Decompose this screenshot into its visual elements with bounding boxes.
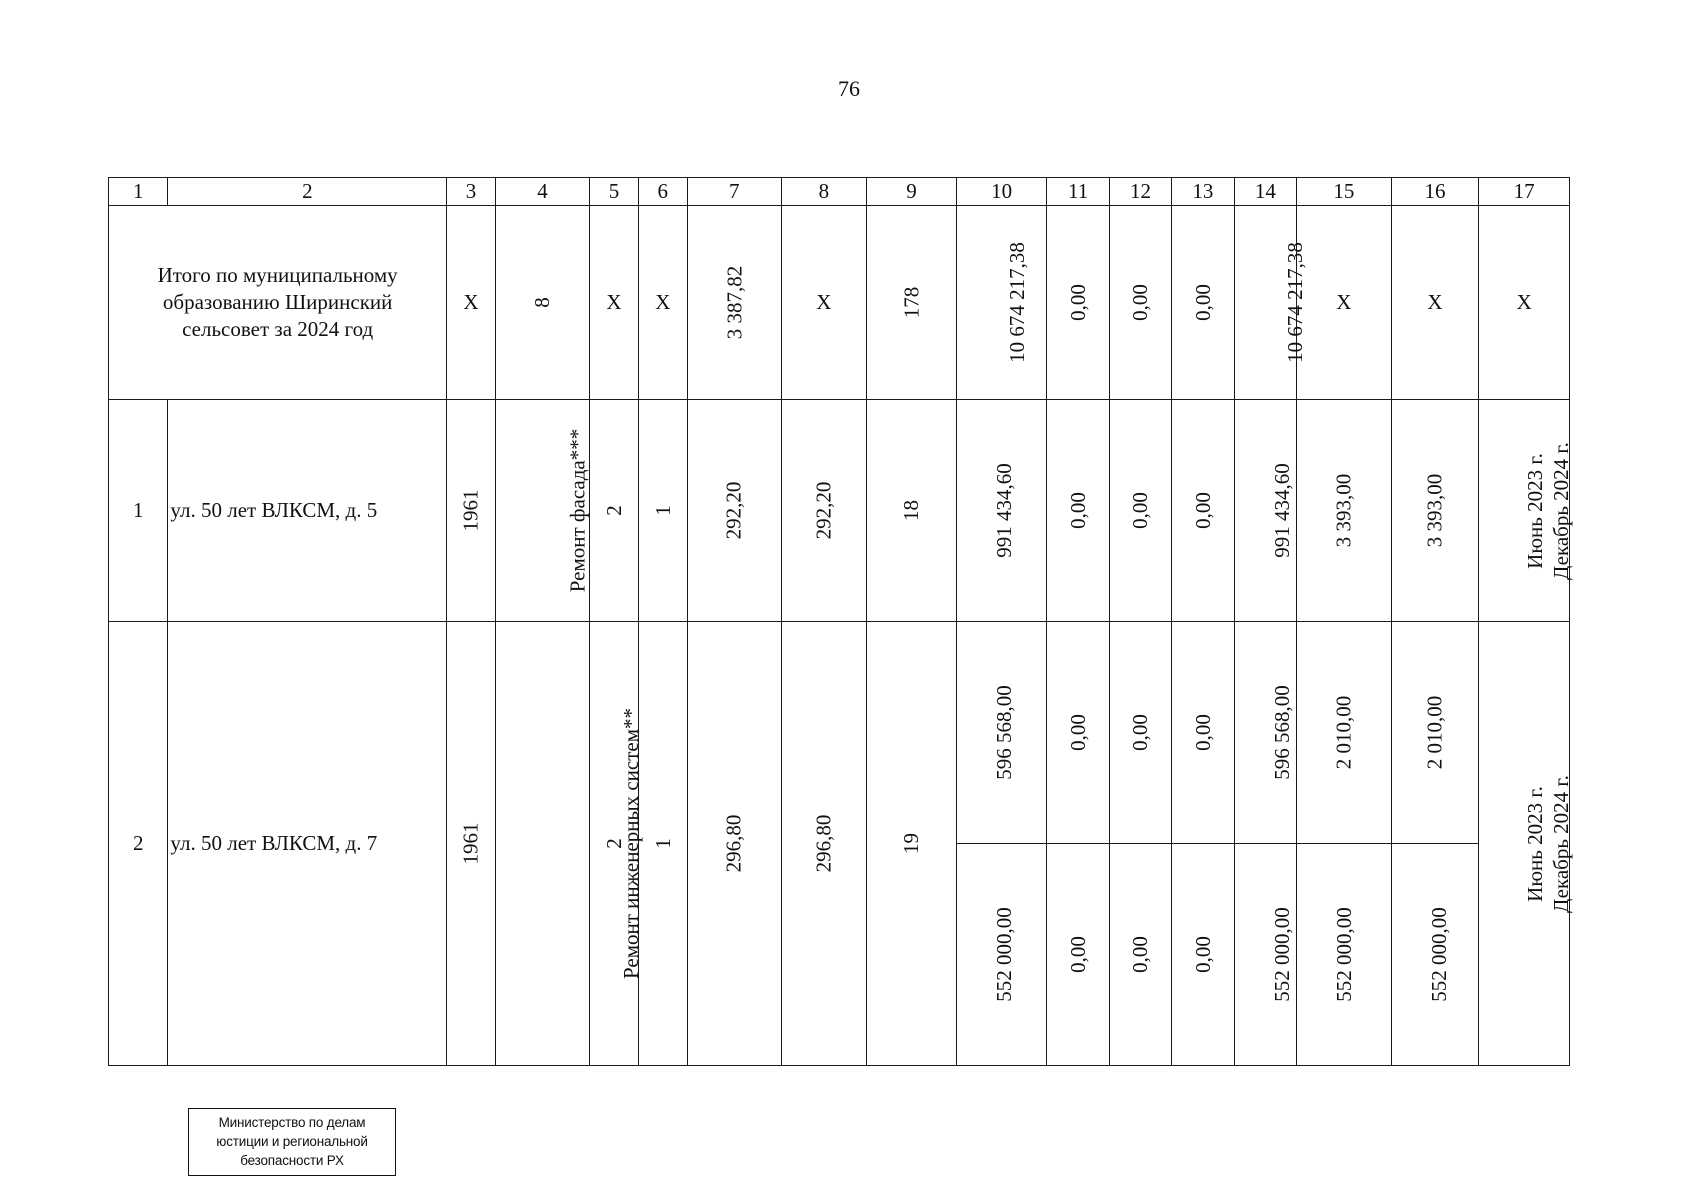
data-cell: [1047, 622, 1109, 844]
data-cell: [638, 622, 687, 1066]
cell-value: 0,00: [1128, 936, 1152, 973]
cell-value: 991 434,60: [991, 463, 1016, 558]
column-number-row: [109, 178, 1570, 206]
period-start: Июнь 2023 г.: [1523, 452, 1548, 569]
col-header-6: 6: [638, 178, 687, 206]
total-cell: Х: [1391, 206, 1479, 400]
cell-value: 0,00: [1190, 492, 1215, 529]
cell-value: 596 568,00: [991, 685, 1016, 780]
data-cell: [1172, 844, 1234, 1066]
col-header-4: 4: [495, 178, 590, 206]
total-cell: [1047, 206, 1109, 400]
col-header-9: 9: [867, 178, 957, 206]
data-cell: [1297, 844, 1392, 1066]
total-cell: [956, 206, 1047, 400]
cell-value: 552 000,00: [991, 907, 1016, 1002]
data-cell: [638, 400, 687, 622]
total-value: 0,00: [1128, 284, 1152, 321]
data-cell: [956, 400, 1047, 622]
cell-value: 296,80: [811, 814, 836, 873]
cell-value: 2 010,00: [1331, 695, 1356, 770]
total-label: Итого по муниципальному образованию Ширинский сельсовет за 2024 год: [109, 206, 447, 400]
data-cell: [1172, 622, 1234, 844]
total-value: 0,00: [1190, 284, 1215, 321]
year-value: 1961: [458, 822, 483, 865]
data-cell: [1109, 844, 1171, 1066]
work-type-value: Ремонт инженерных систем**: [618, 707, 643, 980]
stamp-line: юстиции и региональной: [216, 1134, 368, 1149]
repair-schedule-table: [108, 177, 1574, 1066]
cell-value: 552 000,00: [1426, 907, 1451, 1002]
total-cell: [1172, 206, 1234, 400]
data-cell: [590, 400, 638, 622]
period-end: Декабрь 2024 г.: [1549, 441, 1574, 580]
data-cell: [867, 622, 957, 1066]
total-cell: [867, 206, 957, 400]
cell-value: 552 000,00: [1269, 907, 1294, 1002]
data-cell: [1391, 844, 1479, 1066]
cell-value: 296,80: [721, 814, 746, 873]
page-number: 76: [838, 76, 860, 101]
cell-value: 0,00: [1065, 492, 1090, 529]
cell-value: 2: [601, 505, 626, 516]
total-value: 10 674 217,38: [1282, 242, 1307, 363]
col-header-11: 11: [1047, 178, 1109, 206]
cell-value: 596 568,00: [1269, 685, 1294, 780]
row-number: 1: [109, 400, 168, 622]
work-type-cell: [495, 622, 643, 1066]
cell-value: 0,00: [1190, 936, 1215, 973]
address-cell: ул. 50 лет ВЛКСМ, д. 5: [168, 400, 447, 622]
total-cell: [687, 206, 781, 400]
data-cell: [1234, 400, 1296, 622]
data-cell: [1047, 400, 1109, 622]
cell-value: 0,00: [1190, 714, 1215, 751]
total-value: 0,00: [1065, 284, 1090, 321]
cell-value: 991 434,60: [1269, 463, 1294, 558]
stamp-line: Министерство по делам: [218, 1115, 366, 1130]
data-cell: [1047, 844, 1109, 1066]
data-cell: [1234, 622, 1296, 844]
cell-value: 1: [650, 505, 675, 516]
data-cell: [956, 622, 1047, 844]
col-header-12: 12: [1109, 178, 1171, 206]
period-cell: [1479, 400, 1574, 622]
cell-value: 1: [650, 838, 675, 849]
data-cell: [1172, 400, 1234, 622]
total-row: [109, 206, 1570, 400]
period-value: [1522, 442, 1574, 580]
year-value: 1961: [458, 489, 483, 532]
col-header-10: 10: [956, 178, 1047, 206]
col-header-2: 2: [168, 178, 447, 206]
col-header-15: 15: [1297, 178, 1392, 206]
col-header-8: 8: [781, 178, 867, 206]
year-cell: [447, 400, 495, 622]
table-row: [109, 400, 1570, 622]
data-cell: [1297, 400, 1392, 622]
cell-value: 552 000,00: [1331, 907, 1356, 1002]
total-cell: Х: [447, 206, 495, 400]
total-cell: Х: [1479, 206, 1570, 400]
cell-value: 2: [601, 838, 626, 849]
total-value: 3 387,82: [721, 265, 746, 340]
total-value: 10 674 217,38: [1004, 242, 1029, 363]
period-value: [1522, 775, 1574, 913]
col-header-3: 3: [447, 178, 495, 206]
table-container: [108, 177, 1574, 1066]
data-cell: [781, 400, 867, 622]
cell-value: 3 393,00: [1331, 473, 1356, 548]
col-header-14: 14: [1234, 178, 1296, 206]
cell-value: 292,20: [721, 481, 746, 540]
data-cell: [1391, 622, 1479, 844]
data-cell: [687, 400, 781, 622]
cell-value: 0,00: [1128, 714, 1152, 751]
col-header-17: 17: [1479, 178, 1570, 206]
work-type-value: Ремонт фасада***: [564, 428, 589, 593]
stamp-line: безопасности РХ: [240, 1153, 344, 1168]
total-cell: [1109, 206, 1171, 400]
total-cell: Х: [781, 206, 867, 400]
total-cell: [495, 206, 590, 400]
data-cell: [1109, 622, 1171, 844]
period-cell: [1479, 622, 1574, 1066]
data-cell: [867, 400, 957, 622]
data-cell: [1391, 400, 1479, 622]
total-cell: Х: [590, 206, 638, 400]
address-cell: ул. 50 лет ВЛКСМ, д. 7: [168, 622, 447, 1066]
total-value: 8: [529, 297, 554, 308]
cell-value: 19: [898, 833, 923, 854]
total-value: 178: [898, 286, 923, 319]
period-end: Декабрь 2024 г.: [1549, 774, 1574, 913]
total-cell: [1234, 206, 1307, 400]
col-header-5: 5: [590, 178, 638, 206]
col-header-1: 1: [109, 178, 168, 206]
total-cell: Х: [638, 206, 687, 400]
cell-value: 2 010,00: [1422, 695, 1447, 770]
year-cell: [447, 622, 495, 1066]
table-row: [109, 622, 1570, 844]
cell-value: 0,00: [1128, 492, 1152, 529]
col-header-16: 16: [1391, 178, 1479, 206]
ministry-stamp: [188, 1108, 396, 1176]
col-header-7: 7: [687, 178, 781, 206]
row-number: 2: [109, 622, 168, 1066]
total-cell: Х: [1297, 206, 1392, 400]
data-cell: [1109, 400, 1171, 622]
period-start: Июнь 2023 г.: [1523, 785, 1548, 902]
data-cell: [687, 622, 781, 1066]
col-header-13: 13: [1172, 178, 1234, 206]
data-cell: [956, 844, 1047, 1066]
data-cell: [1234, 844, 1296, 1066]
work-type-cell: [495, 400, 590, 622]
cell-value: 0,00: [1065, 714, 1090, 751]
cell-value: 3 393,00: [1422, 473, 1447, 548]
cell-value: 0,00: [1065, 936, 1090, 973]
cell-value: 18: [898, 500, 923, 521]
cell-value: 292,20: [811, 481, 836, 540]
data-cell: [1297, 622, 1392, 844]
data-cell: [781, 622, 867, 1066]
